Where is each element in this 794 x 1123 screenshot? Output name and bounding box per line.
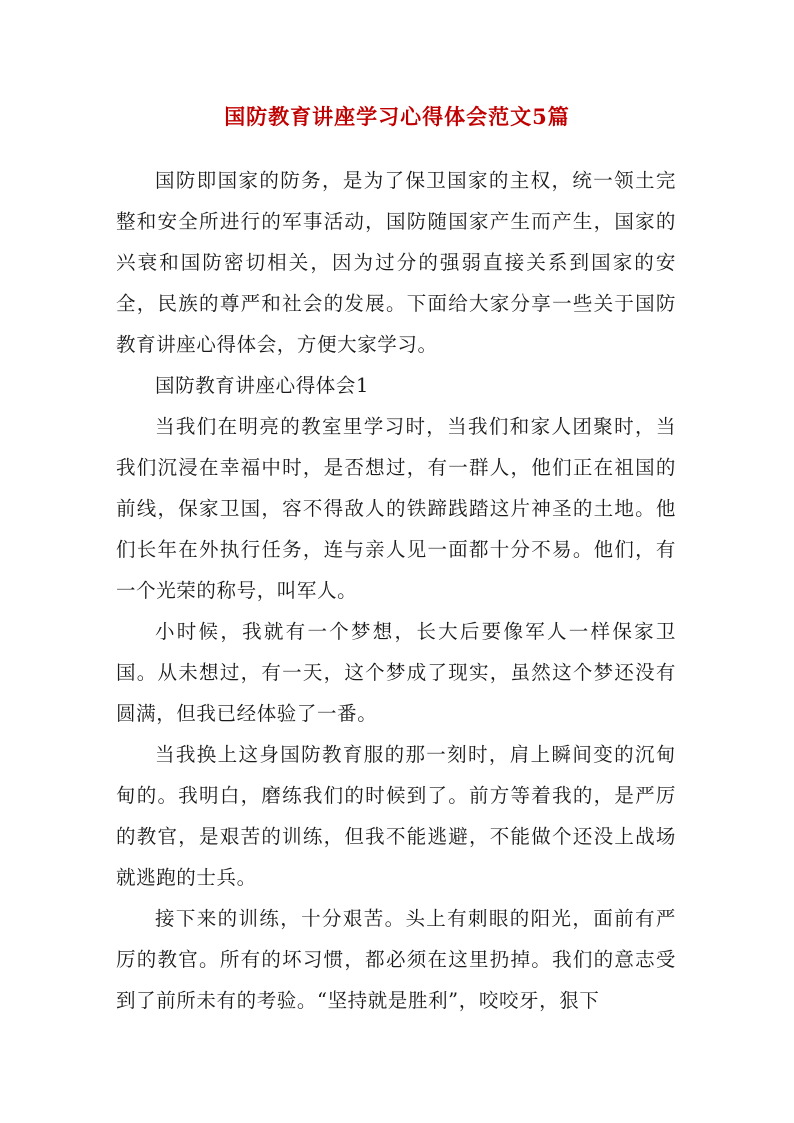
document-body [116, 160, 676, 1021]
paragraph: 接下来的训练，十分艰苦。头上有刺眼的阳光，面前有严厉的教官。所有的坏习惯，都必须在这里扔掉。我们的意志受到了前所未有的考验。“坚持就是胜利”，咬咬牙，狠下 [116, 907, 676, 1012]
paragraph: 小时候，我就有一个梦想，长大后要像军人一样保家卫国。从未想过，有一天，这个梦成了现实，虽然这个梦还没有圆满，但我已经体验了一番。 [116, 620, 676, 725]
paragraph: 当我换上这身国防教育服的那一刻时，肩上瞬间变的沉甸甸的。我明白，磨练我们的时候到了。前方等着我的，是严厉的教官，是艰苦的训练，但我不能逃避，不能做个还没上战场就逃跑的士兵。 [116, 743, 676, 889]
section-heading-1: 国防教育讲座心得体会1 [155, 374, 370, 397]
document-title: 国防教育讲座学习心得体会范文5篇 [224, 104, 570, 129]
paragraph: 当我们在明亮的教室里学习时，当我们和家人团聚时，当我们沉浸在幸福中时，是否想过，有一群人，他们正在祖国的前线，保家卫国，容不得敌人的铁蹄践踏这片神圣的土地。他们长年在外执行任务，连与亲人见一面都十分不易。他们，有一个光荣的称号，叫军人。 [116, 415, 676, 602]
paragraph-intro: 国防即国家的防务，是为了保卫国家的主权，统一领土完整和安全所进行的军事活动，国防随国家产生而产生，国家的兴衰和国防密切相关，因为过分的强弱直接关系到国家的安全，民族的尊严和社会的发展。下面给大家分享一些关于国防教育讲座心得体会，方便大家学习。 [116, 169, 676, 356]
